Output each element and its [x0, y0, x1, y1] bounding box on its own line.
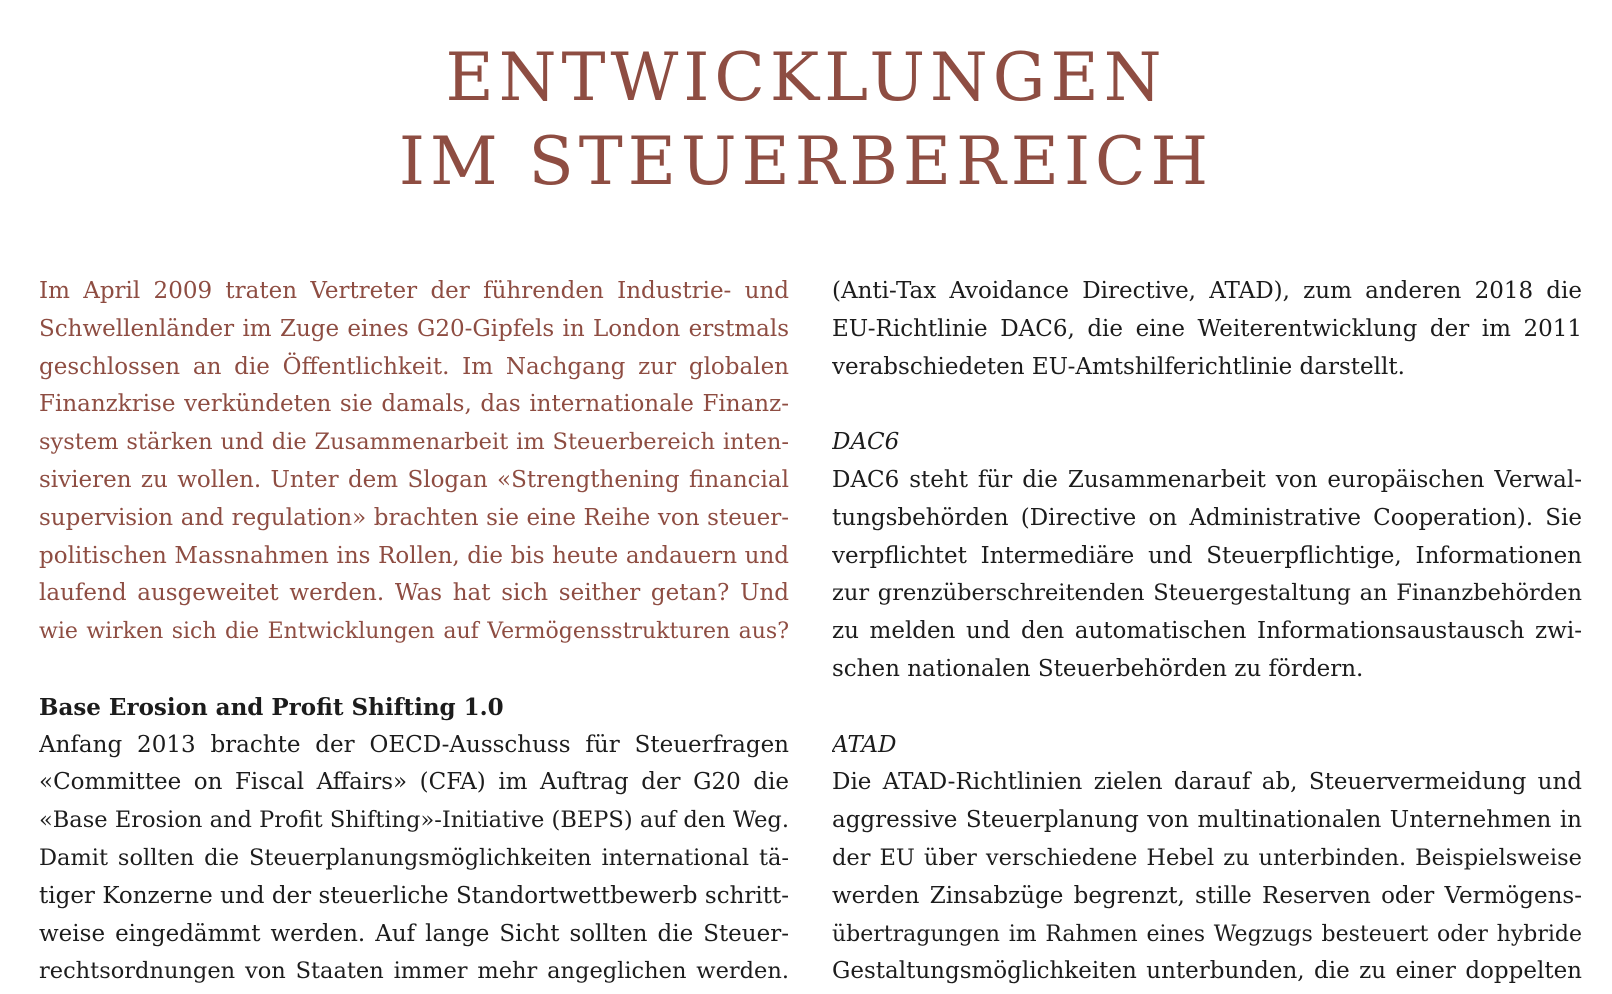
intro-line: Schwellenländer im Zuge eines G20-Gipfels in London erstmals [39, 315, 789, 342]
intro-line: supervision and regulation» brachten sie eine Reihe von steuer- [39, 504, 789, 531]
body-line: DAC6 steht für die Zusammenarbeit von europäischen Verwal- [832, 466, 1582, 493]
body-line: verpflichtet Intermediäre und Steuerpflichtige, Informationen [832, 542, 1582, 569]
body-line: übertragungen im Rahmen eines Wegzugs besteuert oder hybride [832, 921, 1582, 947]
body-line: «Committee on Fiscal Affairs» (CFA) im Auftrag der G20 die [39, 769, 789, 796]
intro-line: Finanzkrise verkündeten sie damals, das internationale Finanz- [39, 391, 789, 418]
right-column [832, 273, 1582, 991]
continued-paragraph [832, 273, 1582, 386]
body-line: zu melden und den automatischen Informationsaustausch zwi- [832, 618, 1582, 645]
intro-line: laufend ausgeweitet werden. Was hat sich seither getan? Und [39, 580, 789, 607]
body-line: Die ATAD-Richtlinien zielen darauf ab, Steuervermeidung und [832, 769, 1582, 796]
body-line: rechtsordnungen von Staaten immer mehr angeglichen werden. [39, 958, 789, 985]
body-line: werden Zinsabzüge begrenzt, stille Reserven oder Vermögens- [832, 882, 1582, 909]
body-line: weise eingedämmt werden. Auf lange Sicht sollten die Steuer- [39, 920, 789, 947]
body-line: zur grenzüberschreitenden Steuergestaltung an Finanzbehörden [832, 580, 1582, 607]
intro-line: geschlossen an die Öffentlichkeit. Im Nachgang zur globalen [39, 353, 789, 380]
body-line: Damit sollten die Steuerplanungsmöglichkeiten international tä- [39, 844, 789, 871]
intro-line: sivieren zu wollen. Unter dem Slogan «Strengthening financial [39, 466, 789, 493]
intro-line: system stärken und die Zusammenarbeit im Steuerbereich inten- [39, 429, 789, 456]
paragraph-gap [39, 651, 789, 689]
body-line: Anfang 2013 brachte der OECD-Ausschuss für Steuerfragen [39, 731, 789, 758]
paragraph-gap [832, 689, 1582, 727]
body-line: «Base Erosion and Profit Shifting»-Initiative (BEPS) auf den Weg. [39, 807, 789, 834]
section-heading-beps: Base Erosion and Profit Shifting 1.0 [39, 693, 504, 721]
body-line: tungsbehörden (Directive on Administrative Cooperation). Sie [832, 504, 1582, 531]
intro-line: politischen Massnahmen ins Rollen, die bis heute andauern und [39, 542, 789, 569]
page-title-line-2: IM STEUERBEREICH [398, 123, 1214, 200]
body-line: schen nationalen Steuerbehörden zu fördern. [832, 655, 1364, 682]
page-title-line-1: ENTWICKLUNGEN [445, 39, 1167, 116]
left-column [39, 273, 789, 991]
section-heading-dac6: DAC6 [832, 429, 900, 456]
intro-paragraph [39, 273, 789, 651]
page-title [0, 36, 1612, 204]
beps-paragraph [39, 727, 789, 992]
paragraph-gap [832, 386, 1582, 424]
body-line: Gestaltungsmöglichkeiten unterbunden, die zu einer doppelten [832, 958, 1582, 985]
dac6-paragraph [832, 462, 1582, 689]
intro-line: Im April 2009 traten Vertreter der führenden Industrie- und [39, 278, 789, 304]
body-line: EU-Richtlinie DAC6, die eine Weiterentwicklung der im 2011 [832, 315, 1582, 342]
atad-paragraph [832, 764, 1582, 991]
body-line: der EU über verschiedene Hebel zu unterbinden. Beispielsweise [832, 844, 1582, 871]
body-line: aggressive Steuerplanung von multinationalen Unternehmen in [832, 807, 1582, 834]
body-line: (Anti-Tax Avoidance Directive, ATAD), zum anderen 2018 die [832, 278, 1582, 304]
body-line: tiger Konzerne und der steuerliche Standortwettbewerb schritt- [39, 882, 789, 909]
intro-line: wie wirken sich die Entwicklungen auf Vermögensstrukturen aus? [39, 619, 789, 645]
section-heading-atad: ATAD [832, 731, 897, 758]
body-line: verabschiedeten EU-Amtshilferichtlinie darstellt. [832, 353, 1405, 380]
